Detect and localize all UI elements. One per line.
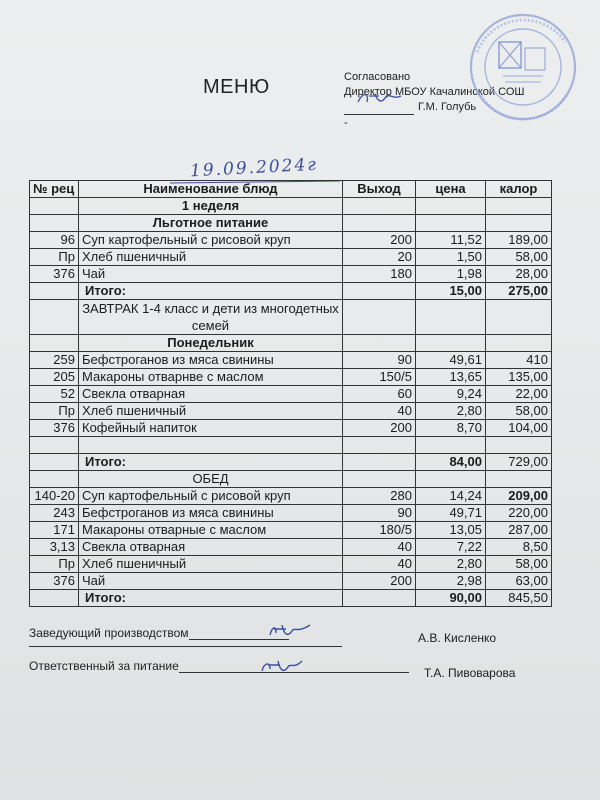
responsible-signature-row — [29, 659, 409, 673]
responsible-name: Т.А. Пивоварова — [424, 666, 516, 680]
price: 7,22 — [416, 539, 486, 556]
total-row — [30, 454, 552, 471]
day-row — [30, 335, 552, 352]
price: 2,80 — [416, 556, 486, 573]
table-row — [30, 488, 552, 505]
approval-heading: Согласовано — [344, 71, 411, 83]
portion-size: 200 — [343, 420, 416, 437]
section-row — [30, 300, 552, 335]
total-calories: 729,00 — [486, 454, 552, 471]
price: 13,05 — [416, 522, 486, 539]
price: 49,71 — [416, 505, 486, 522]
dish-name: Чай — [79, 266, 343, 283]
handwritten-date: 19.09.2024г — [189, 154, 319, 182]
footer-divider — [29, 646, 342, 647]
price: 8,70 — [416, 420, 486, 437]
column-header: Выход — [343, 181, 416, 198]
dish-name: Хлеб пшеничный — [79, 556, 343, 573]
section-breakfast-label: ЗАВТРАК 1-4 класс и дети из многодетных семей — [79, 300, 343, 335]
dish-name: Хлеб пшеничный — [79, 249, 343, 266]
dish-name: Свекла отварная — [79, 539, 343, 556]
week-label: 1 неделя — [79, 198, 343, 215]
dish-name: Макароны отварные с маслом — [79, 522, 343, 539]
table-row — [30, 386, 552, 403]
total-label: Итого: — [79, 590, 343, 607]
calories: 58,00 — [486, 249, 552, 266]
table-row — [30, 505, 552, 522]
table-row — [30, 539, 552, 556]
column-header: № рец — [30, 181, 79, 198]
column-header: калор — [486, 181, 552, 198]
calories: 135,00 — [486, 369, 552, 386]
director-signature — [355, 90, 405, 108]
dish-name: Свекла отварная — [79, 386, 343, 403]
price: 13,65 — [416, 369, 486, 386]
table-row — [30, 266, 552, 283]
empty-row — [30, 437, 552, 454]
menu-table — [29, 180, 552, 607]
total-calories: 845,50 — [486, 590, 552, 607]
table-header-row — [30, 181, 552, 198]
table-row — [30, 556, 552, 573]
document-title: МЕНЮ — [203, 76, 270, 98]
total-row — [30, 283, 552, 300]
portion-size: 40 — [343, 539, 416, 556]
total-row — [30, 590, 552, 607]
calories: 287,00 — [486, 522, 552, 539]
dish-name: Чай — [79, 573, 343, 590]
table-row — [30, 522, 552, 539]
calories: 410 — [486, 352, 552, 369]
price: 49,61 — [416, 352, 486, 369]
recipe-code: 3,13 — [30, 539, 79, 556]
recipe-code: 140-20 — [30, 488, 79, 505]
column-header: цена — [416, 181, 486, 198]
recipe-code: 96 — [30, 232, 79, 249]
price: 14,24 — [416, 488, 486, 505]
recipe-code: Пр — [30, 556, 79, 573]
calories: 104,00 — [486, 420, 552, 437]
manager-signature-row — [29, 626, 289, 640]
day-label: Понедельник — [79, 335, 343, 352]
total-price: 84,00 — [416, 454, 486, 471]
portion-size: 40 — [343, 556, 416, 573]
table-row — [30, 420, 552, 437]
director-name: Г.М. Голубь — [418, 101, 477, 113]
table-row — [30, 369, 552, 386]
portion-size: 180 — [343, 266, 416, 283]
price: 1,50 — [416, 249, 486, 266]
portion-size: 40 — [343, 403, 416, 420]
calories: 58,00 — [486, 556, 552, 573]
portion-size: 280 — [343, 488, 416, 505]
dish-name: Суп картофельный с рисовой круп — [79, 232, 343, 249]
portion-size: 20 — [343, 249, 416, 266]
portion-size: 200 — [343, 573, 416, 590]
approval-director: Директор МБОУ Качалинской СОШ — [344, 86, 525, 98]
dish-name: Кофейный напиток — [79, 420, 343, 437]
recipe-code: 243 — [30, 505, 79, 522]
school-stamp — [455, 12, 585, 122]
dish-name: Макароны отварнве с маслом — [79, 369, 343, 386]
manager-label: Заведующий производством — [29, 626, 189, 640]
dish-name: Бефстроганов из мяса свинины — [79, 352, 343, 369]
portion-size: 90 — [343, 352, 416, 369]
calories: 28,00 — [486, 266, 552, 283]
portion-size: 60 — [343, 386, 416, 403]
total-label: Итого: — [79, 454, 343, 471]
total-label: Итого: — [79, 283, 343, 300]
manager-signature — [266, 621, 314, 641]
recipe-code: Пр — [30, 249, 79, 266]
section-lgotnoe-label: Льготное питание — [79, 215, 343, 232]
price: 2,80 — [416, 403, 486, 420]
recipe-code: 376 — [30, 420, 79, 437]
dish-name: Бефстроганов из мяса свинины — [79, 505, 343, 522]
price: 9,24 — [416, 386, 486, 403]
calories: 220,00 — [486, 505, 552, 522]
calories: 189,00 — [486, 232, 552, 249]
section-row — [30, 215, 552, 232]
price: 1,98 — [416, 266, 486, 283]
section-lunch-label: ОБЕД — [79, 471, 343, 488]
calories: 8,50 — [486, 539, 552, 556]
total-price: 90,00 — [416, 590, 486, 607]
calories: 22,00 — [486, 386, 552, 403]
manager-name: А.В. Кисленко — [418, 631, 497, 645]
table-row — [30, 352, 552, 369]
responsible-label: Ответственный за питание — [29, 659, 179, 673]
portion-size: 90 — [343, 505, 416, 522]
responsible-signature — [258, 655, 306, 677]
total-calories: 275,00 — [486, 283, 552, 300]
price: 11,52 — [416, 232, 486, 249]
portion-size: 180/5 — [343, 522, 416, 539]
recipe-code: Пр — [30, 403, 79, 420]
week-row — [30, 198, 552, 215]
calories: 58,00 — [486, 403, 552, 420]
portion-size: 150/5 — [343, 369, 416, 386]
table-row — [30, 403, 552, 420]
approval-dash: - — [344, 117, 348, 129]
recipe-code: 259 — [30, 352, 79, 369]
table-row — [30, 232, 552, 249]
dish-name: Хлеб пшеничный — [79, 403, 343, 420]
price: 2,98 — [416, 573, 486, 590]
table-row — [30, 249, 552, 266]
section-row — [30, 471, 552, 488]
portion-size: 200 — [343, 232, 416, 249]
column-header: Наименование блюд — [79, 181, 343, 198]
calories: 209,00 — [486, 488, 552, 505]
table-row — [30, 573, 552, 590]
dish-name: Суп картофельный с рисовой круп — [79, 488, 343, 505]
calories: 63,00 — [486, 573, 552, 590]
recipe-code: 205 — [30, 369, 79, 386]
recipe-code: 171 — [30, 522, 79, 539]
recipe-code: 52 — [30, 386, 79, 403]
recipe-code: 376 — [30, 573, 79, 590]
total-price: 15,00 — [416, 283, 486, 300]
recipe-code: 376 — [30, 266, 79, 283]
